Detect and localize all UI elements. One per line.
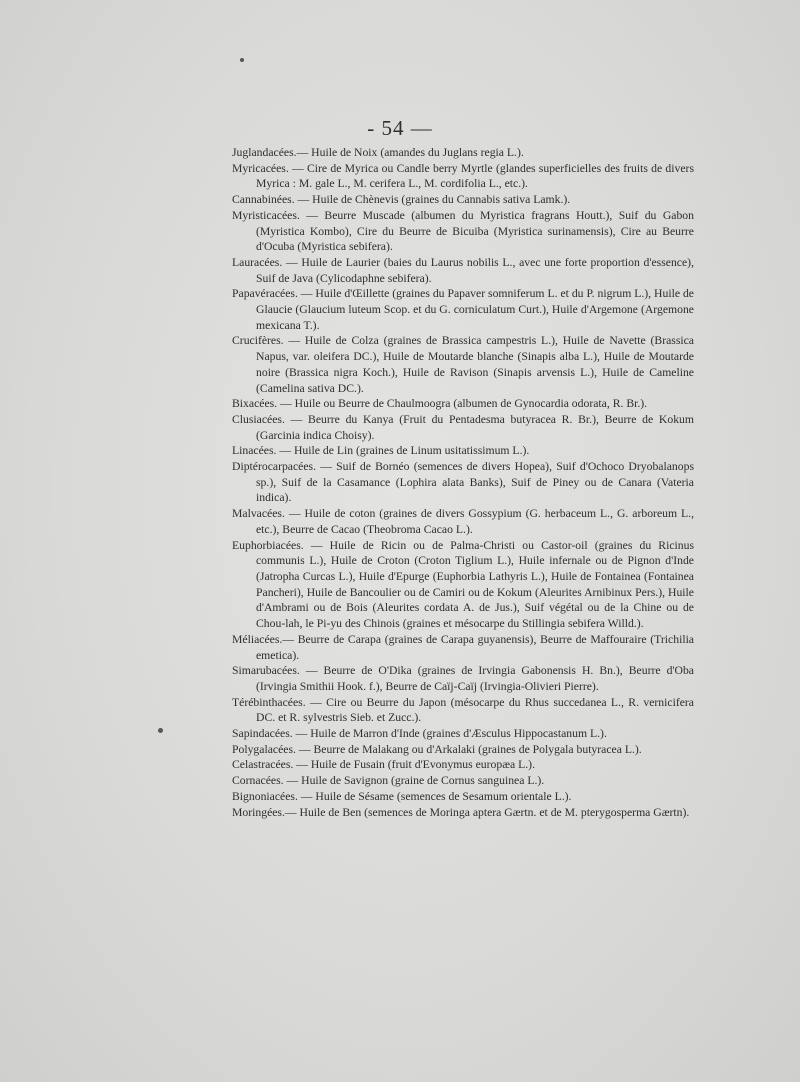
entry-meliacees: Méliacées.— Beurre de Carapa (graines de Carapa guyanensis), Beurre de Maffouraire (Trichilia emetica). xyxy=(232,632,694,662)
entry-lauracees: Lauracées. — Huile de Laurier (baies du Laurus nobilis L., avec une forte proportion d'essence), Suif de Java (Cylicodaphne sebifera). xyxy=(232,255,694,285)
entry-clusiacees: Clusiacées. — Beurre du Kanya (Fruit du Pentadesma butyracea R. Br.), Beurre de Kokum (Garcinia indica Choisy). xyxy=(232,412,694,442)
entry-papaveracees: Papavéracées. — Huile d'Œillette (graines du Papaver somniferum L. et du P. nigrum L.), Huile de Glaucie (Glaucium luteum Scop. et du G. corniculatum Curt.), Huile d'Argemone (Argemone mexicana T.). xyxy=(232,287,694,332)
entry-list xyxy=(232,145,694,820)
entry-moringees: Moringées.— Huile de Ben (semences de Moringa aptera Gærtn. et de M. pterygosperma Gærtn). xyxy=(232,805,690,819)
entry-celastracees: Celastracées. — Huile de Fusain (fruit d'Evonymus europæa L.). xyxy=(232,758,535,772)
entry-myristicacees: Myristicacées. — Beurre Muscade (albumen du Myristica fragrans Houtt.), Suif du Gabon (Myristica Kombo), Cire du Beurre de Bicuiba (Myristica surinamensis), Cire au Beurre d'Ocuba (Myristica sebifera). xyxy=(232,208,694,254)
entry-sapindacees: Sapindacées. — Huile de Marron d'Inde (graines d'Æsculus Hippocastanum L.). xyxy=(232,727,607,741)
entry-dipterocarpacees: Diptérocarpacées. — Suif de Bornéo (semences de divers Hopea), Suif d'Ochoco Dryobalanops sp.), Suif de la Casamance (Lophira alata Banks), Suif de Piney ou de Canara (Vateria indica). xyxy=(232,460,694,505)
entry-myricacees: Myricacées. — Cire de Myrica ou Candle berry Myrtle (glandes superficielles des fruits de divers Myrica : M. gale L., M. cerifera L., M. cordifolia L., etc.). xyxy=(232,161,694,191)
entry-juglandacees: Juglandacées.— Huile de Noix (amandes du Juglans regia L.). xyxy=(232,146,524,159)
entry-bignoniacees: Bignoniacées. — Huile de Sésame (semences de Sesamum orientale L.). xyxy=(232,789,572,803)
entry-simarubacees: Simarubacées. — Beurre de O'Dika (graines de Irvingia Gabonensis H. Bn.), Beurre d'Oba (Irvingia Smithii Hook. f.), Beurre de Caïj-Caïj (Irvingia-Olivieri Pierre). xyxy=(232,664,694,693)
entry-polygalacees: Polygalacées. — Beurre de Malakang ou d'Arkalaki (graines de Polygala butyracea L.). xyxy=(232,742,642,756)
entry-linacees: Linacées. — Huile de Lin (graines de Linum usitatissimum L.). xyxy=(232,444,530,458)
ink-speck xyxy=(158,728,163,733)
ink-speck xyxy=(240,58,244,62)
entry-cruciferes: Crucifères. — Huile de Colza (graines de Brassica campestris L.), Huile de Navette (Brassica Napus, var. oleifera DC.), Huile de Moutarde blanche (Sinapis alba L.), Huile de Moutarde noire (Brassica nigra Koch.), Huile de Ravison (Sinapis arvensis L.), Huile de Cameline (Camelina sativa DC.). xyxy=(232,334,694,395)
entry-terebinthacees: Térébinthacées. — Cire ou Beurre du Japon (mésocarpe du Rhus succedanea L., R. vernicifera DC. et R. sylvestris Sieb. et Zucc.). xyxy=(232,695,694,725)
entry-bixacees: Bixacées. — Huile ou Beurre de Chaulmoogra (albumen de Gynocardia odorata, R. Br.). xyxy=(232,397,648,411)
entry-cornacees: Cornacées. — Huile de Savignon (graine de Cornus sanguinea L.). xyxy=(232,774,545,788)
entry-cannabinees: Cannabinées. — Huile de Chènevis (graines du Cannabis sativa Lamk.). xyxy=(232,193,571,207)
entry-malvacees: Malvacées. — Huile de coton (graines de divers Gossypium (G. herbaceum L., G. arboreum L., etc.), Beurre de Cacao (Theobroma Cacao L.). xyxy=(232,507,694,536)
page-number: - 54 — xyxy=(367,116,433,140)
entry-euphorbiacees: Euphorbiacées. — Huile de Ricin ou de Palma-Christi ou Castor-oil (graines du Ricinus communis L.), Huile de Croton (Croton Tiglium L.), Huile infernale ou de Pignon d'Inde (Jatropha Curcas L.), Huile d'Epurge (Euphorbia Lathyris L.), Huile de Fontainea (Fontainea Pancheri), Huile de Bancoulier ou de Camiri ou de Kokum (Aleurites Arnibinux Pers.), Huile d'Ambrami ou de Bois (Aleurites cordata A. de Jus.), Suif végétal ou de la Chine ou de Chou-lah, le Pi-yu des Chinois (graines et mésocarpe du Stillingia sebifera Willd.). xyxy=(232,538,694,631)
